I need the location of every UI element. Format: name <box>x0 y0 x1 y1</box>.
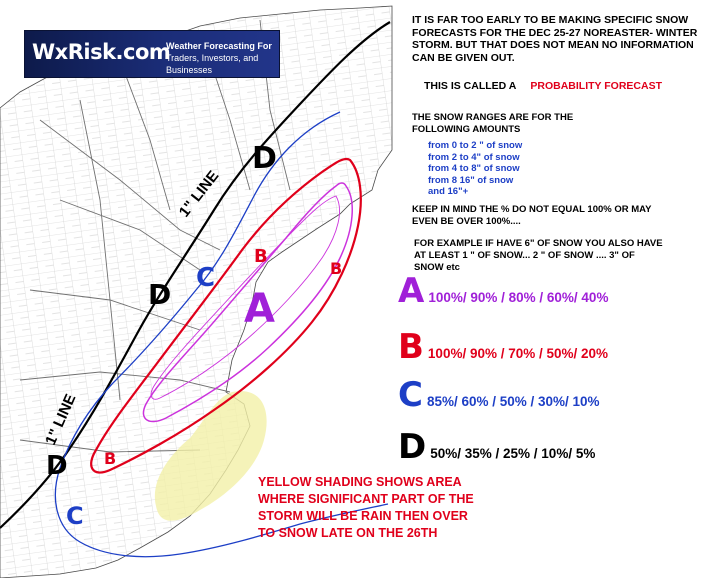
zone-label-a: A <box>244 286 275 332</box>
probability-row-b <box>398 327 609 367</box>
snow-range-item: from 0 to 2 " of snow <box>428 140 523 151</box>
snow-ranges-list <box>428 140 522 198</box>
logo-name: WxRisk.com <box>32 40 171 64</box>
zone-label-d-top: D <box>252 141 277 176</box>
forecast-type-value: PROBABILITY FORECAST <box>530 80 663 92</box>
forecast-type-label: THIS IS CALLED A <box>424 80 517 92</box>
logo-tagline-2: Traders, Investors, and Businesses <box>166 53 259 75</box>
zone-label-c-mid: C <box>196 263 216 293</box>
zone-label-c-low: C <box>66 502 84 530</box>
intro-text: IT IS FAR TOO EARLY TO BE MAKING SPECIFIC SNOW FORECASTS FOR THE DEC 25-27 NOREASTER- WINTER STORM. BUT THAT DOES NOT MEAN NO INFORMATION CAN BE GIVEN OUT. <box>412 14 698 64</box>
snow-range-item: from 8 16" of snow <box>428 174 514 186</box>
probability-values: 100%/ 90% / 70% / 50%/ 20% <box>427 346 609 361</box>
forecast-type-line <box>424 80 662 92</box>
zone-letter: C <box>398 375 423 415</box>
probability-row-a <box>398 271 609 311</box>
snow-range-item: from 2 to 4" of snow <box>428 151 520 163</box>
zone-letter: A <box>398 271 425 311</box>
keep-in-mind-note: KEEP IN MIND THE % DO NOT EQUAL 100% OR MAY EVEN BE OVER 100%.... <box>412 204 652 227</box>
yellow-shading-note: YELLOW SHADING SHOWS AREA WHERE SIGNIFICANT PART OF THE STORM WILL BE RAIN THEN OVER TO SNOW LATE ON THE 26TH <box>258 475 474 540</box>
snow-range-item: and 16"+ <box>428 186 469 197</box>
probability-values: 100%/ 90% / 80% / 60%/ 40% <box>428 290 609 305</box>
snow-range-item: from 4 to 8" of snow <box>428 163 520 174</box>
zone-label-b-upper: B <box>254 246 268 267</box>
example-note: FOR EXAMPLE IF HAVE 6" OF SNOW YOU ALSO HAVE AT LEAST 1 " OF SNOW... 2 " OF SNOW .... 3" OF SNOW etc <box>414 238 663 273</box>
one-inch-line-label-bottom: 1" LINE <box>42 391 80 448</box>
zone-letter: B <box>398 327 424 367</box>
wxrisk-logo <box>24 30 280 78</box>
ranges-intro: THE SNOW RANGES ARE FOR THE FOLLOWING AMOUNTS <box>412 112 574 135</box>
logo-tagline-1: Weather Forecasting For <box>166 41 272 51</box>
zone-label-b-lower: B <box>104 449 117 468</box>
zone-label-d-mid: D <box>148 278 172 311</box>
zone-label-b-right: B <box>330 259 343 278</box>
zone-label-d-low: D <box>46 451 68 481</box>
probability-row-d <box>398 427 596 467</box>
one-inch-line-label-top: 1" LINE <box>175 167 223 221</box>
probability-values: 50%/ 35% / 25% / 10%/ 5% <box>430 446 596 461</box>
probability-row-c <box>398 375 600 415</box>
zone-letter: D <box>398 427 427 467</box>
logo-tagline <box>166 40 278 76</box>
probability-values: 85%/ 60% / 50% / 30%/ 10% <box>426 394 600 409</box>
